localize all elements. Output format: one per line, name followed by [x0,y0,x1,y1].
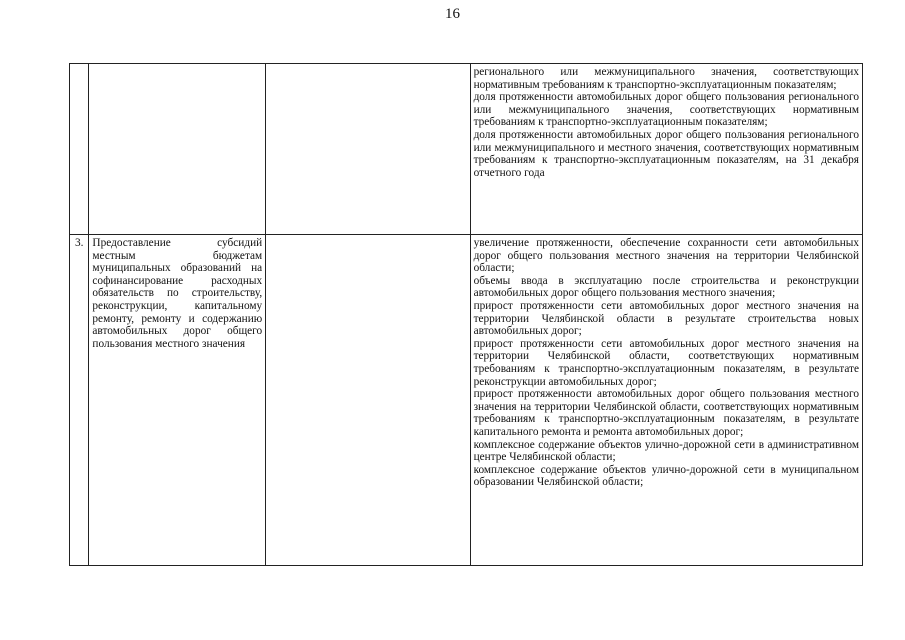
indicator-text: доля протяженности автомобильных дорог общего пользования регионального или межмуниципального и местного значения, соответствующих нормативным требованиям к транспортно-эксплуатационным показателям, на 31 декабря отчетного года [473,128,859,179]
page-number: 16 [445,6,460,22]
indicator-text: доля протяженности автомобильных дорог общего пользования регионального или межмуниципального значения, соответствующих нормативным требованиям к транспортно-эксплуатационным показателям; [473,91,859,129]
measure-name-text: Предоставление субсидий местным бюджетам муниципальных образований на софинансирование расходных обязательств по строительству, реконструкции, капитальному ремонту, ремонту и содержанию автомобильных дорог общего пользования местного значения [92,237,263,350]
empty-cell [266,64,470,235]
measures-table [69,63,863,566]
indicator-text: комплексное содержание объектов улично-дорожной сети в административном центре Челябинской области; [473,438,859,464]
indicator-text: прирост протяженности сети автомобильных дорог местного значения на территории Челябинской области в результате строительства новых автомобильных дорог; [473,299,859,338]
row-number-cell [70,64,89,235]
row-number-cell: 3. [70,235,89,566]
indicator-text: объемы ввода в эксплуатацию после строительства и реконструкции автомобильных дорог общего пользования местного значения; [473,274,859,300]
measure-name-cell [89,64,266,235]
table-row [70,64,863,235]
indicator-text: увеличение протяженности, обеспечение сохранности сети автомобильных дорог общего пользования местного значения на территории Челябинской области; [473,237,859,275]
empty-cell [266,235,470,566]
indicators-cell [470,235,862,566]
measure-name-cell [89,235,266,566]
indicator-text: регионального или межмуниципального значения, соответствующих нормативным требованиям к транспортно-эксплуатационным показателям; [473,66,859,91]
indicator-text: комплексное содержание объектов улично-дорожной сети в муниципальном образовании Челябинской области; [473,463,859,489]
table-row [70,235,863,566]
indicator-text: прирост протяженности сети автомобильных дорог местного значения на территории Челябинской области, соответствующих нормативным требованиям к транспортно-эксплуатационным показателям, в результате реконструкции автомобильных дорог; [473,337,859,388]
indicator-text: прирост протяженности автомобильных дорог общего пользования местного значения на территории Челябинской области, соответствующих нормативным требованиям к транспортно-эксплуатационным показателям, в результате капитального ремонта и ремонта автомобильных дорог; [473,388,859,438]
indicators-cell [470,64,862,235]
